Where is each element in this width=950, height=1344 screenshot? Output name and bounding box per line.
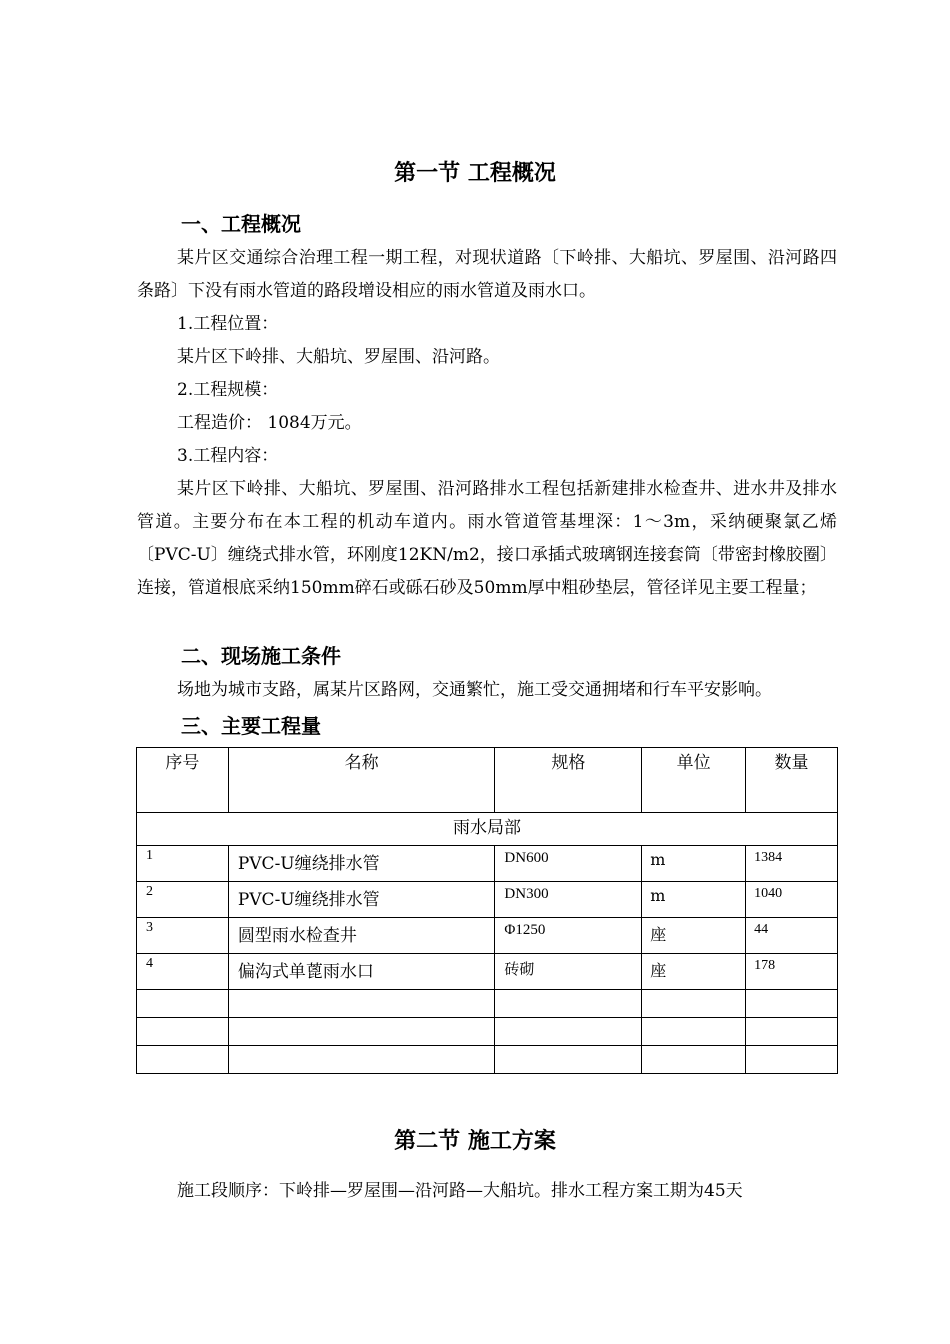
cell-unit: 座 [642,954,746,990]
subheading-overview: 一、工程概况 [181,212,301,236]
section2-title: 第二节 施工方案 [394,1129,556,1154]
content-paragraph: 某片区下岭排、大船坑、罗屋围、沿河路排水工程包括新建排水检查井、进水井及排水管道。主要分布在本工程的机动车道内。雨水管道管基埋深：1～3m，采纳硬聚氯乙烯〔PVC-U〕缠绕式排水管，环刚度12KN/m2，接口承插式玻璃钢连接套筒〔带密封橡胶圈〕连接，管道根底采纳150mm碎石或砾石砂及50mm厚中粗砂垫层，管径详见主要工程量； [137,479,837,598]
item-content-label: 3.工程内容： [177,446,279,466]
subheading-site-conditions: 二、现场施工条件 [181,644,341,668]
section-title: 第一节 工程概况 [394,161,556,186]
cell-name: PVC-U缠绕排水管 [228,882,495,918]
subheading-quantities: 三、主要工程量 [181,714,321,738]
table-row [137,846,838,882]
cell-name: 圆型雨水检查井 [228,918,495,954]
quantities-table [136,747,838,1074]
cell-qty: 1040 [746,882,838,918]
item-scale-text: 工程造价： 1084万元。 [177,413,362,433]
header-qty: 数量 [746,748,838,813]
cell-qty: 178 [746,954,838,990]
item-scale-label: 2.工程规模： [177,380,279,400]
intro-paragraph: 某片区交通综合治理工程一期工程，对现状道路〔下岭排、大船坑、罗屋围、沿河路四条路〕下没有雨水管道的路段增设相应的雨水管道及雨水口。 [137,248,837,301]
cell-unit: m [642,882,746,918]
cell-spec: DN300 [495,882,642,918]
cell-unit: 座 [642,918,746,954]
table-row [137,882,838,918]
cell-spec: 砖砌 [495,954,642,990]
table-row [137,918,838,954]
table-row [137,954,838,990]
header-unit: 单位 [642,748,746,813]
empty-row [137,990,838,1018]
cell-no: 3 [137,918,229,954]
header-name: 名称 [228,748,495,813]
cell-spec: DN600 [495,846,642,882]
cell-unit: m [642,846,746,882]
table-header-row [137,748,838,813]
site-conditions-text: 场地为城市支路，属某片区路网，交通繁忙，施工受交通拥堵和行车平安影响。 [177,680,772,700]
cell-qty: 44 [746,918,838,954]
cell-no: 4 [137,954,229,990]
cell-name: 偏沟式单蓖雨水口 [228,954,495,990]
item-location-label: 1.工程位置： [177,314,279,334]
table-group-row [137,813,838,846]
group-label: 雨水局部 [137,813,838,846]
cell-qty: 1384 [746,846,838,882]
cell-name: PVC-U缠绕排水管 [228,846,495,882]
empty-row [137,1018,838,1046]
cell-spec: Φ1250 [495,918,642,954]
cell-no: 2 [137,882,229,918]
item-location-text: 某片区下岭排、大船坑、罗屋围、沿河路。 [177,347,500,367]
header-spec: 规格 [495,748,642,813]
empty-row [137,1046,838,1074]
section2-text: 施工段顺序：下岭排—罗屋围—沿河路—大船坑。排水工程方案工期为45天 [177,1181,743,1201]
cell-no: 1 [137,846,229,882]
header-no: 序号 [137,748,229,813]
